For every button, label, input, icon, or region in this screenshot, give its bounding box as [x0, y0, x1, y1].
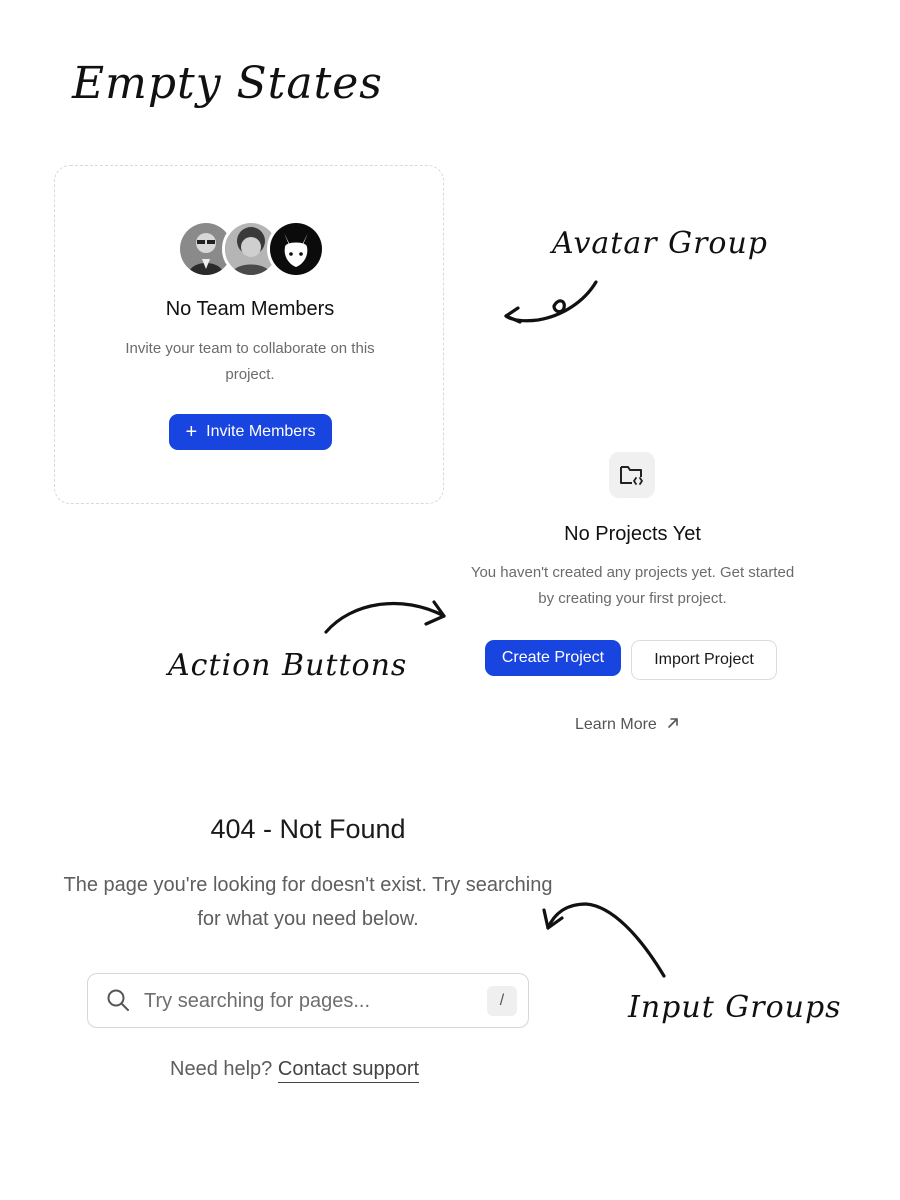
annotation-arrow-avatar — [496, 276, 606, 331]
not-found-title: 404 - Not Found — [210, 814, 406, 844]
plus-icon: + — [185, 421, 198, 443]
team-empty-title: No Team Members — [165, 298, 335, 320]
learn-more-label: Learn More — [575, 716, 657, 733]
team-empty-state-card — [54, 165, 444, 504]
shortcut-key-badge: / — [487, 986, 517, 1016]
contact-support-link[interactable]: Contact support — [278, 1058, 419, 1083]
annotation-arrow-input — [540, 896, 670, 981]
search-icon — [106, 988, 130, 1017]
create-project-button[interactable]: Create Project — [485, 640, 621, 676]
projects-empty-title: No Projects Yet — [564, 523, 701, 545]
search-input[interactable] — [142, 984, 476, 1018]
annotation-action-buttons: Action Buttons — [168, 648, 408, 683]
help-text: Need help? — [170, 1058, 273, 1080]
projects-empty-state — [470, 452, 795, 752]
help-line — [170, 1058, 419, 1081]
annotation-arrow-action — [322, 594, 457, 639]
team-empty-description: Invite your team to collaborate on this project. — [125, 340, 375, 383]
search-input-group — [87, 973, 529, 1028]
projects-empty-description: You haven't created any projects yet. Get started by creating your first project. — [470, 564, 795, 607]
learn-more-link[interactable] — [575, 716, 679, 734]
annotation-avatar-group: Avatar Group — [552, 226, 768, 261]
invite-members-label: Invite Members — [206, 423, 316, 440]
not-found-description: The page you're looking for doesn't exist. Try searching for what you need below. — [63, 874, 553, 930]
rabbit-logo-icon — [267, 220, 325, 278]
page-title: Empty States — [72, 58, 383, 109]
avatar-group — [177, 220, 327, 278]
invite-members-button[interactable] — [169, 414, 332, 450]
folder-code-icon — [609, 452, 655, 498]
import-project-button[interactable]: Import Project — [631, 640, 777, 680]
arrow-up-right-icon — [667, 716, 679, 734]
annotation-input-groups: Input Groups — [628, 990, 842, 1025]
